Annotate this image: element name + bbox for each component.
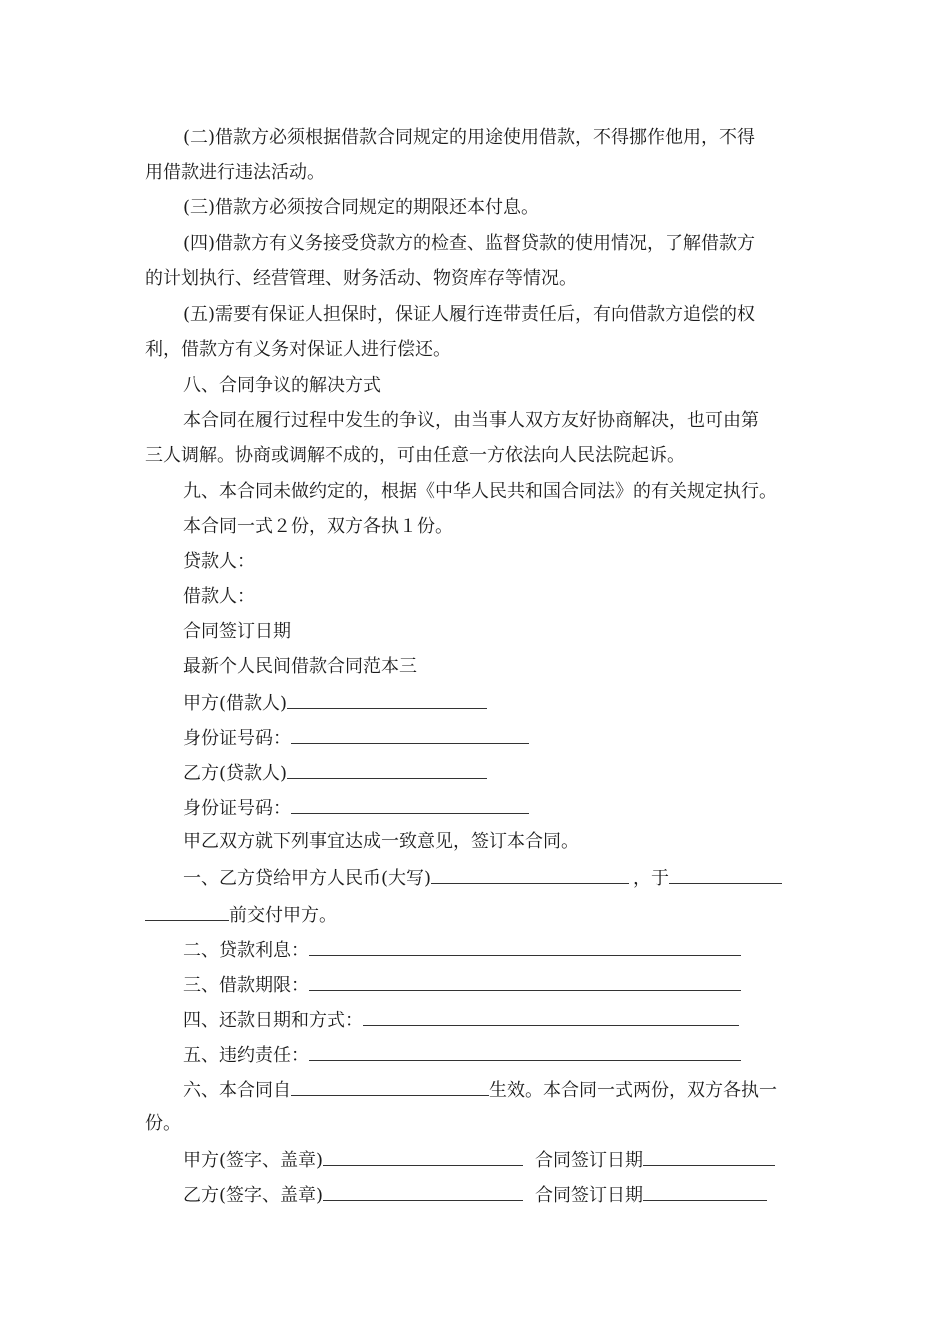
template-3-title: 最新个人民间借款合同范本三	[183, 656, 417, 677]
party-b-id-row	[183, 795, 529, 821]
party-a-sign-row	[183, 1147, 775, 1173]
effective-date-blank[interactable]	[291, 1077, 489, 1096]
party-b-blank[interactable]	[287, 760, 487, 779]
section-9: 九、本合同未做约定的，根据《中华人民共和国合同法》的有关规定执行。	[183, 481, 777, 502]
party-a-id-blank[interactable]	[291, 725, 529, 744]
party-a-blank[interactable]	[287, 690, 487, 709]
item-3-label: 三、借款期限：	[183, 975, 309, 996]
item-6-line-2: 份。	[145, 1113, 181, 1134]
delivery-date-blank-2[interactable]	[145, 902, 229, 921]
party-a-date-blank[interactable]	[643, 1147, 775, 1166]
clause-3: (三)借款方必须按合同规定的期限还本付息。	[183, 197, 540, 218]
clause-5-line-2: 利，借款方有义务对保证人进行偿还。	[145, 339, 451, 360]
amount-blank[interactable]	[431, 865, 629, 884]
item-3-row	[183, 972, 741, 998]
party-b-sign-label: 乙方(签字、盖章)	[183, 1185, 324, 1206]
delivery-date-blank-1[interactable]	[669, 865, 782, 884]
item-6-label: 六、本合同自	[183, 1080, 291, 1101]
item-5-label: 五、违约责任：	[183, 1045, 309, 1066]
party-b-date-blank[interactable]	[643, 1182, 767, 1201]
party-a-id-label: 身份证号码：	[183, 728, 291, 749]
repayment-blank[interactable]	[363, 1007, 739, 1026]
item-4-row	[183, 1007, 739, 1033]
item-5-row	[183, 1042, 741, 1068]
lender-label: 贷款人：	[183, 551, 255, 572]
borrower-label: 借款人：	[183, 586, 255, 607]
item-2-label: 二、贷款利息：	[183, 940, 309, 961]
clause-4-line-2: 的计划执行、经营管理、财务活动、物资库存等情况。	[145, 268, 577, 289]
item-4-label: 四、还款日期和方式：	[183, 1010, 363, 1031]
clause-5-line-1: (五)需要有保证人担保时，保证人履行连带责任后，有向借款方追偿的权	[183, 304, 756, 325]
agreement-intro: 甲乙双方就下列事宜达成一致意见，签订本合同。	[183, 831, 579, 852]
clause-2-line-1: (二)借款方必须根据借款合同规定的用途使用借款，不得挪作他用，不得	[183, 127, 756, 148]
party-b-label: 乙方(贷款人)	[183, 763, 288, 784]
clause-2-line-2: 用借款进行违法活动。	[145, 162, 325, 183]
item-1-row	[183, 865, 782, 891]
party-b-id-label: 身份证号码：	[183, 798, 291, 819]
section-8-line-2: 三人调解。协商或调解不成的，可由任意一方依法向人民法院起诉。	[145, 445, 685, 466]
party-b-row	[183, 760, 487, 786]
item-6-row	[183, 1077, 777, 1103]
liability-blank[interactable]	[309, 1042, 741, 1061]
item-2-row	[183, 937, 741, 963]
party-b-sign-blank[interactable]	[323, 1182, 523, 1201]
item-6-tail: 生效。本合同一式两份，双方各执一	[489, 1080, 777, 1101]
party-a-date-label: 合同签订日期	[535, 1150, 644, 1171]
item-1-label: 一、乙方贷给甲方人民币(大写)	[183, 868, 432, 889]
item-1-mid: ，于	[633, 868, 670, 889]
party-b-date-label: 合同签订日期	[535, 1185, 644, 1206]
interest-blank[interactable]	[309, 937, 741, 956]
party-b-id-blank[interactable]	[291, 795, 529, 814]
copies-statement: 本合同一式２份，双方各执１份。	[183, 516, 453, 537]
party-a-row	[183, 690, 487, 716]
section-8-heading: 八、合同争议的解决方式	[183, 375, 381, 396]
party-a-sign-label: 甲方(签字、盖章)	[183, 1150, 324, 1171]
party-a-sign-blank[interactable]	[323, 1147, 523, 1166]
party-a-label: 甲方(借款人)	[183, 693, 288, 714]
signing-date-label: 合同签订日期	[183, 621, 291, 642]
clause-4-line-1: (四)借款方有义务接受贷款方的检查、监督贷款的使用情况，了解借款方	[183, 233, 756, 254]
term-blank[interactable]	[309, 972, 741, 991]
item-1-tail: 前交付甲方。	[229, 905, 337, 926]
item-1-line-2	[145, 902, 337, 928]
party-a-id-row	[183, 725, 529, 751]
party-b-sign-row	[183, 1182, 767, 1208]
section-8-line-1: 本合同在履行过程中发生的争议，由当事人双方友好协商解决，也可由第	[183, 410, 759, 431]
